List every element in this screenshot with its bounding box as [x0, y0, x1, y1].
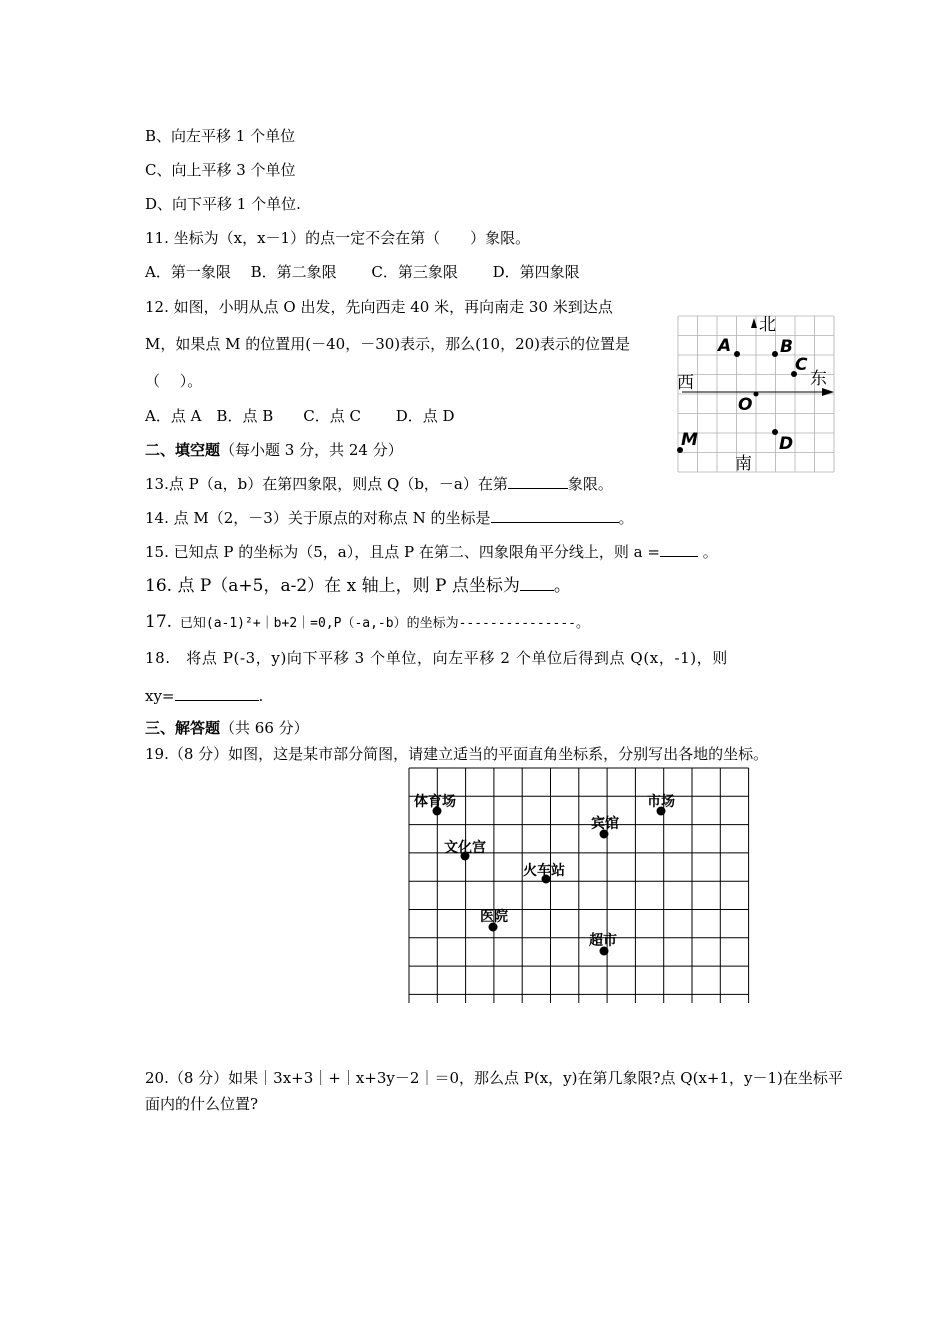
question-12-line-3: （ ）。: [145, 372, 203, 390]
question-14-text: 14. 点 M（2，－3）关于原点的对称点 N 的坐标是: [145, 509, 491, 527]
origin-label: O: [738, 395, 753, 415]
section-3-title: 三、解答题: [145, 719, 221, 737]
question-13: [145, 474, 613, 494]
option-b-line: B、向左平移 1 个单位: [145, 127, 296, 145]
question-17-number: 17.: [145, 612, 173, 632]
question-16-text: 16. 点 P（a+5，a-2）在 x 轴上，则 P 点坐标为: [145, 576, 520, 596]
city-map-figure: [405, 765, 755, 1003]
point-b: [772, 351, 778, 357]
point-d: [772, 429, 778, 435]
question-18-line-1: 18. 将点 P(-3，y)向下平移 3 个单位，向左平移 2 个单位后得到点 Q(x，-1)，则: [145, 649, 728, 667]
map-grid: [409, 768, 749, 1003]
south-label: 南: [735, 454, 752, 474]
section-3-note: （共 66 分）: [220, 719, 309, 737]
question-17: [145, 612, 589, 634]
option-c-line: C、向上平移 3 个单位: [145, 161, 296, 179]
question-11-options: A．第一象限 B．第二象限 C．第三象限 D．第四象限: [145, 263, 580, 281]
hotel-label: 宾馆: [591, 816, 619, 832]
market-label: 市场: [647, 794, 675, 810]
west-label: 西: [677, 373, 694, 393]
question-18-tail: .: [258, 687, 264, 705]
question-12-line-1: 12. 如图，小明从点 O 出发，先向西走 40 米，再向南走 30 米到达点: [145, 298, 613, 316]
question-15-tail: 。: [697, 543, 718, 561]
point-d-label: D: [779, 434, 794, 454]
answer-blank: [491, 508, 619, 523]
question-13-tail: 象限。: [567, 475, 613, 493]
point-b-label: B: [780, 337, 793, 357]
question-17-text: 已知(a-1)²+｜b+2｜=0,P（-a,-b）的坐标为---------------。: [172, 616, 589, 631]
east-label: 东: [810, 369, 827, 389]
question-16-tail: 。: [553, 576, 571, 596]
palace-label: 文化宫: [444, 840, 486, 856]
answer-blank: [508, 474, 568, 489]
question-13-text: 13.点 P（a，b）在第四象限，则点 Q（b，－a）在第: [145, 475, 508, 493]
question-16: [145, 576, 571, 596]
question-15-text: 15. 已知点 P 的坐标为（5，a），且点 P 在第二、四象限角平分线上，则 a =: [145, 543, 660, 561]
question-12-options: A．点 A B．点 B C．点 C D．点 D: [145, 407, 455, 425]
hospital-label: 医院: [480, 909, 508, 925]
supermarket-label: 超市: [589, 933, 617, 949]
stadium-label: 体育场: [414, 794, 456, 810]
section-2-note: （每小题 3 分，共 24 分）: [220, 441, 403, 459]
north-label: 北: [759, 315, 776, 335]
station-label: 火车站: [523, 863, 565, 879]
point-m-label: M: [681, 430, 698, 450]
point-a: [734, 351, 740, 357]
section-2-title: 二、填空题: [145, 441, 221, 459]
answer-blank: [175, 686, 259, 701]
east-arrow: [822, 388, 834, 396]
question-15: [145, 542, 718, 562]
question-12-line-2: M，如果点 M 的位置用(－40，－30)表示，那么(10，20)表示的位置是: [145, 335, 631, 353]
answer-blank: [520, 576, 554, 591]
question-20-line-2: 面内的什么位置?: [145, 1095, 259, 1113]
question-19: 19.（8 分）如图，这是某市部分简图，请建立适当的平面直角坐标系，分别写出各地的坐标。: [145, 745, 769, 763]
question-20-line-1: 20.（8 分）如果｜3x+3｜+｜x+3y－2｜＝0，那么点 P(x，y)在第几象限?点 Q(x+1，y－1)在坐标平: [145, 1069, 843, 1087]
question-14-tail: 。: [618, 509, 634, 527]
option-d-line: D、向下平移 1 个单位.: [145, 195, 301, 213]
question-11: 11. 坐标为（x，x－1）的点一定不会在第（ ）象限。: [145, 229, 531, 247]
point-c-label: C: [795, 355, 808, 375]
section-2-heading: [145, 440, 403, 460]
question-18-text: xy=: [145, 687, 175, 705]
question-14: [145, 508, 634, 528]
origin-point: [754, 392, 759, 397]
direction-grid-figure: [676, 314, 838, 474]
point-a-label: A: [718, 336, 732, 356]
section-3-heading: [145, 718, 309, 738]
question-18-line-2: [145, 686, 263, 706]
answer-blank: [660, 542, 698, 557]
